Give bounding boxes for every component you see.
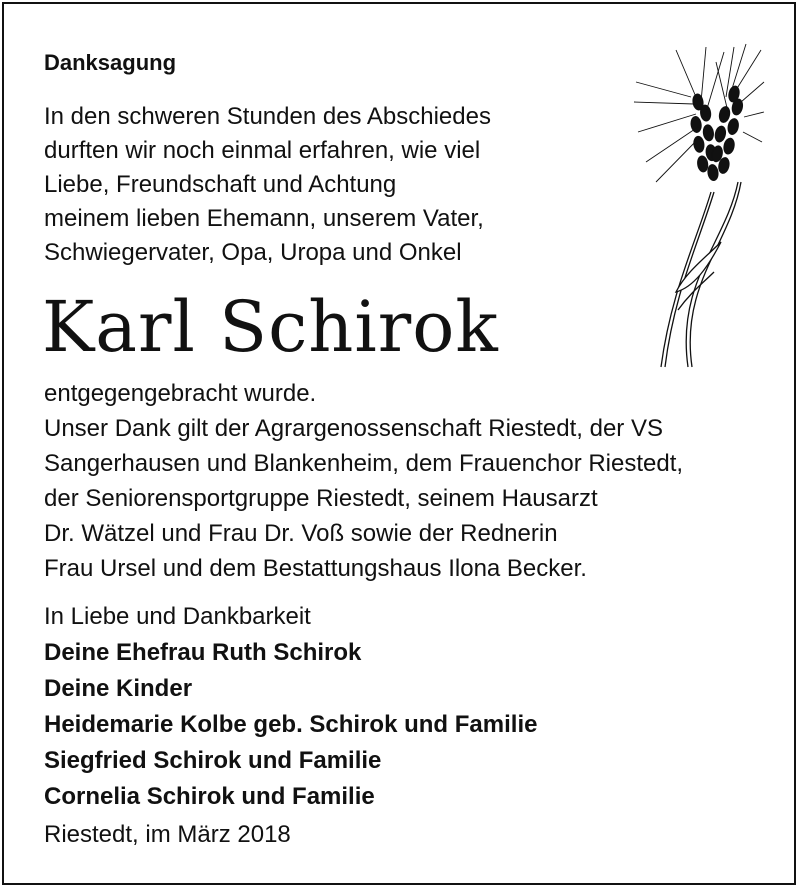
closing-block — [44, 599, 537, 815]
body-line: entgegengebracht wurde. — [44, 380, 317, 407]
intro-line: In den schweren Stunden des Abschiedes — [44, 103, 491, 130]
body-text — [44, 376, 683, 586]
deceased-name: Karl Schirok — [42, 286, 499, 368]
notice-heading: Danksagung — [44, 50, 177, 75]
signatory-line: Deine Kinder — [44, 675, 193, 702]
place-date: Riestedt, im März 2018 — [44, 821, 291, 848]
body-line: Unser Dank gilt der Agrargenossenschaft Riestedt, der VS — [44, 415, 663, 442]
signatory-line: Cornelia Schirok und Familie — [44, 783, 375, 810]
signatory-line: Siegfried Schirok und Familie — [44, 747, 382, 774]
intro-line: Schwiegervater, Opa, Uropa und Onkel — [44, 239, 462, 266]
intro-line: meinem lieben Ehemann, unserem Vater, — [44, 205, 484, 232]
body-line: der Seniorensportgruppe Riestedt, seinem Hausarzt — [44, 485, 598, 512]
intro-line: Liebe, Freundschaft und Achtung — [44, 171, 397, 198]
intro-line: durften wir noch einmal erfahren, wie viel — [44, 137, 481, 164]
body-line: Sangerhausen und Blankenheim, dem Frauenchor Riestedt, — [44, 450, 684, 477]
signatory-line: Deine Ehefrau Ruth Schirok — [44, 639, 362, 666]
signatory-line: Heidemarie Kolbe geb. Schirok und Familie — [44, 711, 538, 738]
intro-text — [44, 100, 491, 270]
body-line: Dr. Wätzel und Frau Dr. Voß sowie der Rednerin — [44, 520, 558, 547]
wheat-ears-icon — [616, 42, 766, 372]
body-line: Frau Ursel und dem Bestattungshaus Ilona Becker. — [44, 555, 587, 582]
notice-frame — [2, 2, 796, 885]
closing-intro: In Liebe und Dankbarkeit — [44, 603, 311, 630]
